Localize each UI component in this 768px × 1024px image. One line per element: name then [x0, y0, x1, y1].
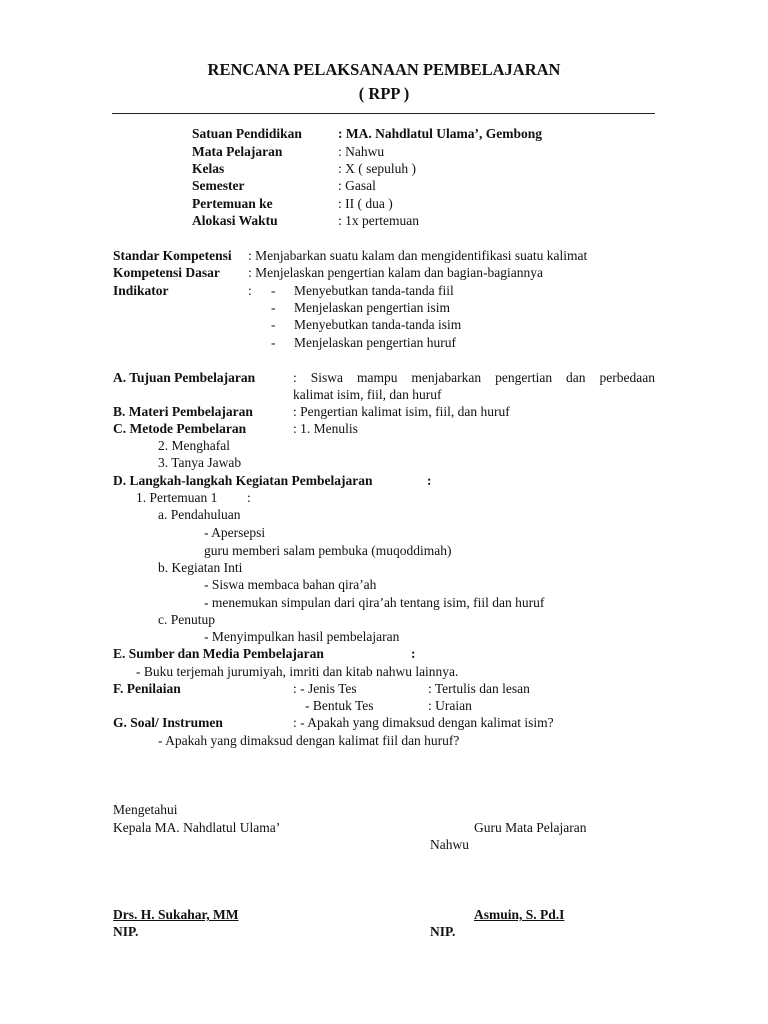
- title-divider: [112, 113, 655, 114]
- mengetahui-text: Mengetahui: [113, 802, 178, 817]
- guru-title: Guru Mata Pelajaran: [474, 820, 587, 835]
- sk-label: Standar Kompetensi: [113, 248, 232, 263]
- indikator-item: Menyebutkan tanda-tanda fiil: [294, 283, 454, 298]
- metode-item: 2. Menghafal: [158, 438, 230, 453]
- identity-value-kelas: : X ( sepuluh ): [338, 161, 416, 176]
- materi-label: B. Materi Pembelajaran: [113, 404, 253, 419]
- metode-item: 3. Tanya Jawab: [158, 455, 242, 470]
- identity-label-kelas: Kelas: [192, 161, 225, 176]
- soal-label: G. Soal/ Instrumen: [113, 715, 223, 730]
- pendahuluan-heading: a. Pendahuluan: [158, 507, 241, 522]
- identity-label-semester: Semester: [192, 178, 245, 193]
- kd-label: Kompetensi Dasar: [113, 265, 220, 280]
- identity-value-mapel: : Nahwu: [338, 144, 385, 159]
- document-subtitle: ( RPP ): [358, 84, 410, 103]
- kd-value: : Menjelaskan pengertian kalam dan bagian-bagiannya: [248, 265, 544, 280]
- kegiatan-inti-heading: b. Kegiatan Inti: [158, 560, 243, 575]
- pertemuan-colon: :: [247, 490, 251, 505]
- soal-item: - Apakah yang dimaksud dengan kalimat fiil dan huruf?: [158, 733, 460, 748]
- penilaian-jenis-key: : - Jenis Tes: [293, 681, 357, 696]
- guru-name: Asmuin, S. Pd.I: [474, 907, 565, 922]
- sumber-label: E. Sumber dan Media Pembelajaran: [113, 646, 324, 661]
- indikator-bullet: -: [271, 283, 276, 298]
- guru-subject: Nahwu: [430, 837, 469, 852]
- identity-label-mapel: Mata Pelajaran: [192, 144, 283, 159]
- apersepsi-item: - Apersepsi: [204, 525, 266, 540]
- kegiatan-inti-item: - Siswa membaca bahan qira’ah: [204, 577, 377, 592]
- metode-label: C. Metode Pembelaran: [113, 421, 247, 436]
- identity-label-satuan: Satuan Pendidikan: [192, 126, 302, 141]
- soal-item: : - Apakah yang dimaksud dengan kalimat isim?: [293, 715, 554, 730]
- kepala-name: Drs. H. Sukahar, MM: [113, 907, 239, 922]
- identity-value-satuan: : MA. Nahdlatul Ulama’, Gembong: [338, 126, 543, 141]
- kepala-title: Kepala MA. Nahdlatul Ulama’: [113, 820, 281, 835]
- guru-nip: NIP.: [430, 924, 456, 939]
- penilaian-bentuk-value: : Uraian: [428, 698, 472, 713]
- identity-label-alokasi: Alokasi Waktu: [192, 213, 278, 228]
- indikator-item: Menjelaskan pengertian isim: [294, 300, 450, 315]
- tujuan-text-line1: : Siswa mampu menjabarkan pengertian dan perbedaan: [293, 370, 655, 385]
- document-title: RENCANA PELAKSANAAN PEMBELAJARAN: [207, 60, 561, 79]
- indikator-bullet: -: [271, 300, 276, 315]
- identity-value-semester: : Gasal: [338, 178, 376, 193]
- langkah-label: D. Langkah-langkah Kegiatan Pembelajaran: [113, 473, 373, 488]
- tujuan-label: A. Tujuan Pembelajaran: [113, 370, 256, 385]
- penutup-heading: c. Penutup: [158, 612, 215, 627]
- identity-label-pertemuan: Pertemuan ke: [192, 196, 273, 211]
- sumber-item: - Buku terjemah jurumiyah, imriti dan kitab nahwu lainnya.: [136, 664, 459, 679]
- pertemuan-heading: 1. Pertemuan 1: [136, 490, 218, 505]
- sk-value: : Menjabarkan suatu kalam dan mengidentifikasi suatu kalimat: [248, 248, 588, 263]
- tujuan-text-line2: kalimat isim, fiil, dan huruf: [293, 387, 442, 402]
- langkah-colon: :: [427, 473, 432, 488]
- indikator-label: Indikator: [113, 283, 169, 298]
- indikator-colon: :: [248, 283, 252, 298]
- identity-value-pertemuan: : II ( dua ): [338, 196, 393, 211]
- identity-value-alokasi: : 1x pertemuan: [338, 213, 419, 228]
- indikator-bullet: -: [271, 317, 276, 332]
- indikator-bullet: -: [271, 335, 276, 350]
- materi-value: : Pengertian kalimat isim, fiil, dan huruf: [293, 404, 510, 419]
- kegiatan-inti-item: - menemukan simpulan dari qira’ah tentang isim, fiil dan huruf: [204, 595, 545, 610]
- sumber-colon: :: [411, 646, 416, 661]
- penilaian-jenis-value: : Tertulis dan lesan: [428, 681, 530, 696]
- penutup-item: - Menyimpulkan hasil pembelajaran: [204, 629, 400, 644]
- metode-value: : 1. Menulis: [293, 421, 358, 436]
- indikator-item: Menyebutkan tanda-tanda isim: [294, 317, 462, 332]
- penilaian-label: F. Penilaian: [113, 681, 181, 696]
- indikator-item: Menjelaskan pengertian huruf: [294, 335, 456, 350]
- apersepsi-detail: guru memberi salam pembuka (muqoddimah): [204, 543, 452, 558]
- penilaian-bentuk-key: - Bentuk Tes: [305, 698, 374, 713]
- kepala-nip: NIP.: [113, 924, 139, 939]
